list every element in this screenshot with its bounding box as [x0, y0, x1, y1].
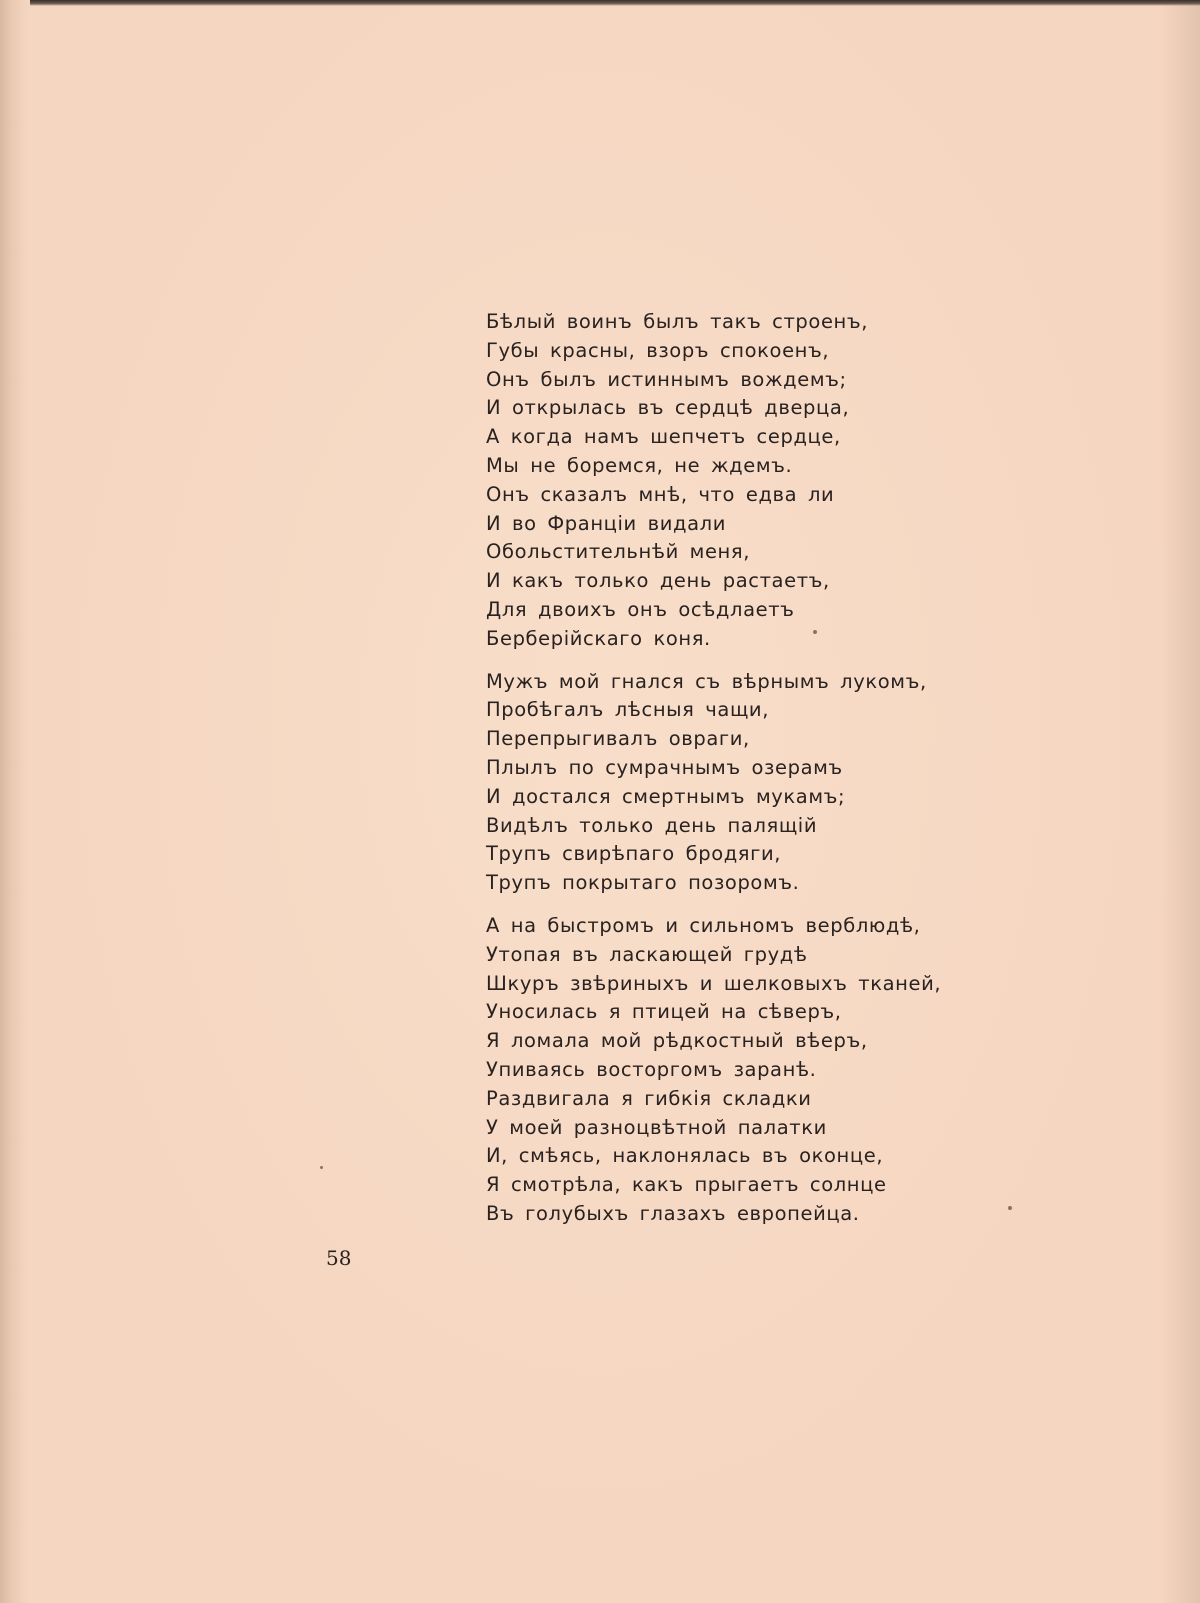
stanza-3	[486, 912, 1046, 1229]
poem-line: Упиваясь восторгомъ заранѣ.	[486, 1057, 817, 1081]
poem-line: А на быстромъ и сильномъ верблюдѣ,	[486, 913, 921, 937]
poem-line: Утопая въ ласкающей грудѣ	[486, 942, 808, 966]
poem-line: Уносилась я птицей на сѣверъ,	[486, 1000, 842, 1024]
page-left-edge	[0, 0, 22, 1603]
poem-line: Я смотрѣла, какъ прыгаетъ солнце	[486, 1173, 887, 1197]
poem-line: И, смѣясь, наклонялась въ оконце,	[486, 1144, 884, 1168]
poem-line: А когда намъ шепчетъ сердце,	[486, 425, 841, 449]
poem-line: Трупъ свирѣпаго бродяги,	[486, 842, 782, 866]
poem-line: Шкуръ звѣриныхъ и шелковыхъ тканей,	[486, 971, 942, 995]
poem-line: Раздвигала я гибкія складки	[486, 1086, 812, 1110]
poem-line: Въ голубыхъ глазахъ европейца.	[486, 1201, 860, 1225]
stanza-2	[486, 668, 1046, 898]
poem-line: Бѣлый воинъ былъ такъ строенъ,	[486, 310, 869, 333]
poem-line: Мы не боремся, не ждемъ.	[486, 453, 793, 477]
paper-speck	[1008, 1206, 1012, 1210]
poem-line: Обольстительнѣй меня,	[486, 540, 751, 564]
poem-line: И открылась въ сердцѣ дверца,	[486, 396, 850, 420]
poem-line: Мужъ мой гнался съ вѣрнымъ лукомъ,	[486, 669, 927, 693]
paper-speck	[320, 1166, 323, 1169]
page-top-edge	[30, 0, 1200, 6]
poem-line: Видѣлъ только день палящій	[486, 813, 818, 837]
paper-speck	[813, 630, 817, 634]
poem-line: У моей разноцвѣтной палатки	[486, 1115, 827, 1139]
poem-line: И достался смертнымъ мукамъ;	[486, 784, 846, 808]
poem-line: Онъ былъ истиннымъ вождемъ;	[486, 367, 847, 391]
stanza-1	[486, 308, 1046, 654]
poem-line: И во Франціи видали	[486, 511, 726, 535]
poem-line: Трупъ покрытаго позоромъ.	[486, 871, 800, 895]
poem-line: Пробѣгалъ лѣсныя чащи,	[486, 698, 770, 722]
poem-line: Губы красны, взоръ спокоенъ,	[486, 338, 830, 362]
page-number: 58	[326, 1246, 352, 1270]
poem-line: Я ломала мой рѣдкостный вѣеръ,	[486, 1029, 868, 1053]
poem-line: Для двоихъ онъ осѣдлаетъ	[486, 597, 795, 621]
poem-line: Онъ сказалъ мнѣ, что едва ли	[486, 482, 835, 506]
poem-text	[486, 308, 1046, 1243]
poem-line: И какъ только день растаетъ,	[486, 569, 830, 593]
poem-line: Берберійскаго коня.	[486, 626, 711, 650]
poem-line: Перепрыгивалъ овраги,	[486, 727, 750, 751]
poem-line: Плылъ по сумрачнымъ озерамъ	[486, 755, 843, 779]
